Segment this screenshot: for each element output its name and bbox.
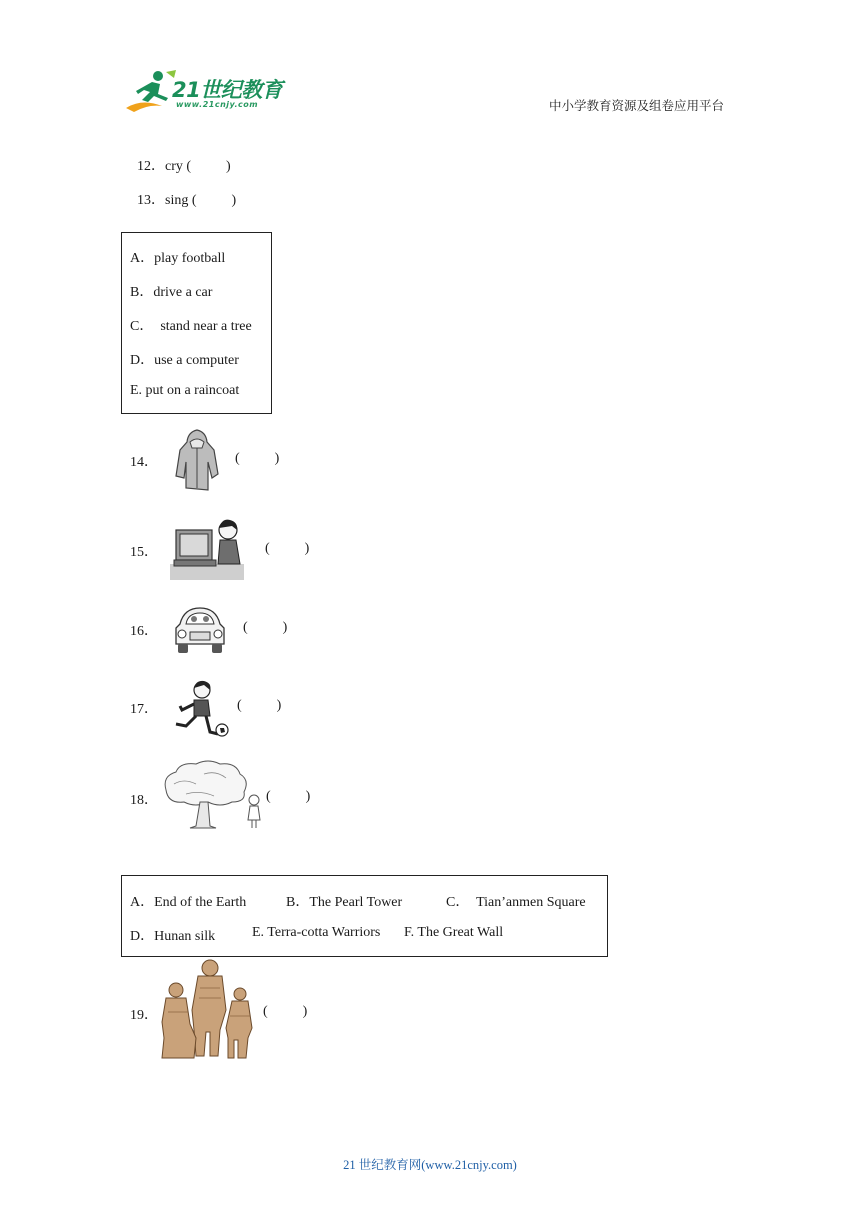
logo-text: 21世纪教育 <box>172 78 283 102</box>
answer-bracket-18[interactable]: ( ) <box>266 789 311 804</box>
option-c: C． stand near a tree <box>130 319 252 334</box>
question-text: cry ( ) <box>165 159 231 174</box>
answer-bracket-19[interactable]: ( ) <box>263 1004 308 1019</box>
footer-text: 21 世纪教育网(www.21cnjy.com) <box>343 1158 517 1172</box>
question-text: sing ( ) <box>165 193 237 208</box>
terracotta-warriors-icon <box>158 958 258 1062</box>
question-14-number: 14． <box>130 455 158 470</box>
football-player-icon <box>166 678 232 744</box>
car-icon <box>172 604 228 656</box>
runner-logo-icon <box>122 68 178 114</box>
option-a: A．End of the Earth <box>130 895 247 910</box>
question-16-number: 16． <box>130 624 158 639</box>
question-19-number: 19． <box>130 1008 158 1023</box>
computer-user-icon <box>170 518 244 580</box>
options-box-2 <box>121 875 608 957</box>
answer-bracket-14[interactable]: ( ) <box>235 451 280 466</box>
option-a: A．play football <box>130 251 226 266</box>
option-b: B．The Pearl Tower <box>286 895 403 910</box>
site-logo <box>122 68 292 114</box>
option-c: C． Tian’anmen Square <box>446 895 586 910</box>
question-12 <box>130 139 231 175</box>
option-f: F. The Great Wall <box>404 925 504 940</box>
question-17-number: 17． <box>130 702 158 717</box>
option-e: E. Terra-cotta Warriors <box>252 925 381 940</box>
options-box-1 <box>121 232 272 414</box>
option-d: D．use a computer <box>130 353 239 368</box>
question-18-number: 18． <box>130 793 158 808</box>
header-platform-text: 中小学教育资源及组卷应用平台 <box>549 98 725 113</box>
question-number: 12． <box>137 159 165 174</box>
question-number: 13． <box>137 193 165 208</box>
question-13 <box>130 173 236 209</box>
option-b: B．drive a car <box>130 285 213 300</box>
answer-bracket-15[interactable]: ( ) <box>265 541 310 556</box>
tree-girl-icon <box>160 760 266 832</box>
question-15-number: 15． <box>130 545 158 560</box>
answer-bracket-16[interactable]: ( ) <box>243 620 288 635</box>
option-e: E. put on a raincoat <box>130 383 240 398</box>
raincoat-icon <box>172 428 222 492</box>
logo-subtext: www.21cnjy.com <box>176 100 259 109</box>
answer-bracket-17[interactable]: ( ) <box>237 698 282 713</box>
option-d: D．Hunan silk <box>130 929 216 944</box>
